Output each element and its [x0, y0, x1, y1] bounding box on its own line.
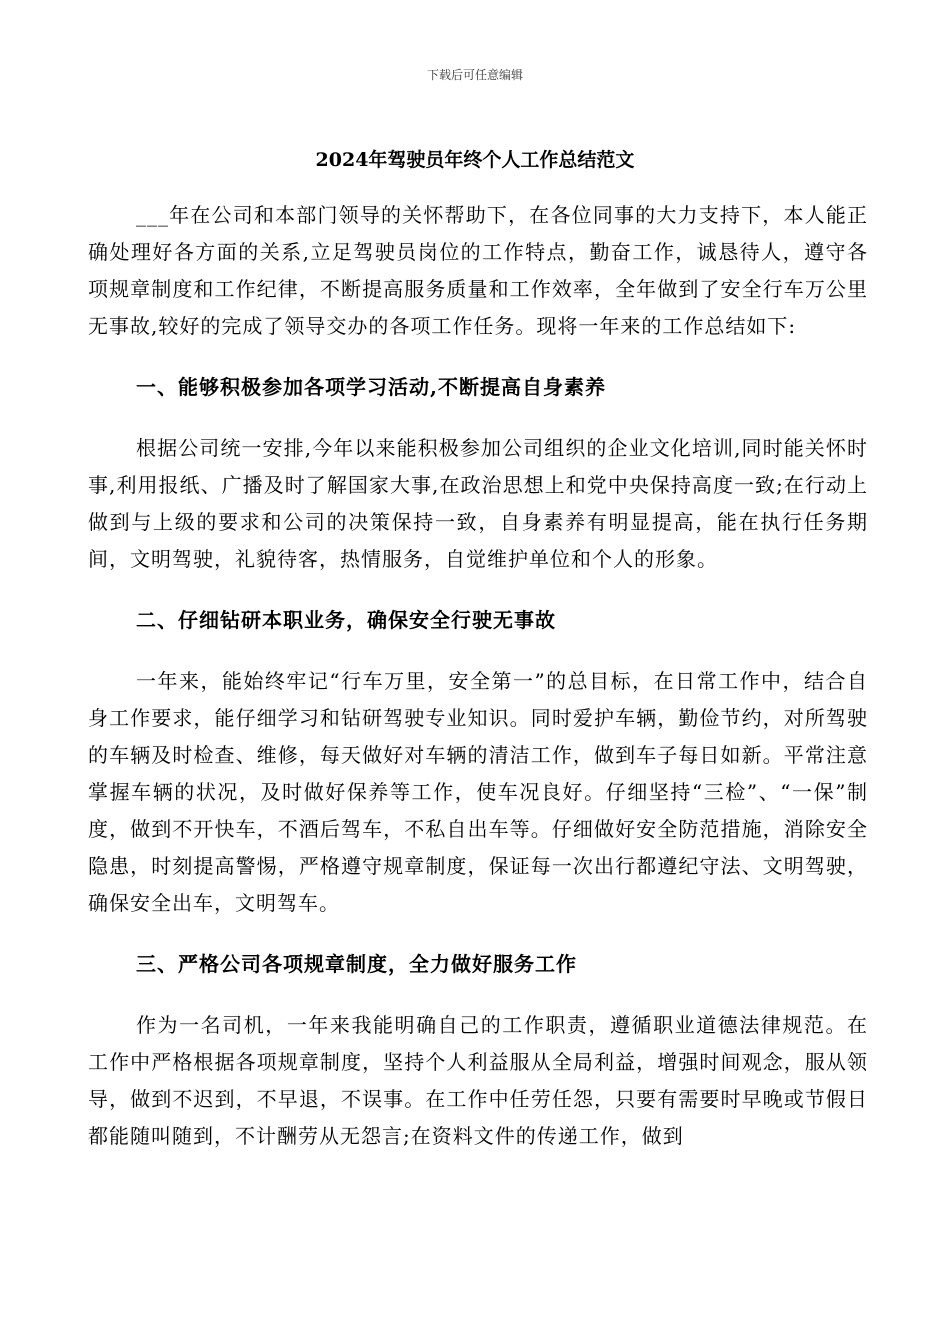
section-paragraph-2: 一年来，能始终牢记“行车万里，安全第一”的总目标，在日常工作中，结合自身工作要求，能仔细学习和钻研驾驶专业知识。同时爱护车辆，勤俭节约，对所驾驶的车辆及时检查、维修，每天做好对车辆的清洁工作，做到车子每日如新。平常注意掌握车辆的状况，及时做好保养等工作，使车况良好。仔细坚持“三检”、“一保”制度，做到不开快车，不酒后驾车，不私自出车等。仔细做好安全防范措施，消除安全隐患，时刻提高警惕，严格遵守规章制度，保证每一次出行都遵纪守法、文明驾驶，确保安全出车，文明驾车。 [88, 669, 868, 915]
section-heading-2: 二、仔细钻研本职业务，确保安全行驶无事故 [136, 608, 556, 632]
document-body [88, 197, 868, 1179]
section-paragraph-3: 作为一名司机，一年来我能明确自己的工作职责，遵循职业道德法律规范。在工作中严格根据各项规章制度，坚持个人利益服从全局利益，增强时间观念，服从领导，做到不迟到，不早退，不误事。在工作中任劳任怨，只要有需要时早晚或节假日都能随叫随到，不计酬劳从无怨言;在资料文件的传递工作，做到 [88, 1013, 868, 1148]
document-title: 2024年驾驶员年终个人工作总结范文 [315, 149, 635, 171]
section-heading-1: 一、能够积极参加各项学习活动,不断提高自身素养 [136, 375, 606, 399]
section-heading-3: 三、严格公司各项规章制度，全力做好服务工作 [136, 952, 577, 976]
intro-paragraph: ___年在公司和本部门领导的关怀帮助下，在各位同事的大力支持下，本人能正确处理好各方面的关系,立足驾驶员岗位的工作特点，勤奋工作，诚恳待人，遵守各项规章制度和工作纪律，不断提高服务质量和工作效率，全年做到了安全行车万公里无事故,较好的完成了领导交办的各项工作任务。现将一年来的工作总结如下: [88, 203, 868, 338]
page-header-note: 下载后可任意编辑 [426, 68, 523, 82]
section-paragraph-1: 根据公司统一安排,今年以来能积极参加公司组织的企业文化培训,同时能关怀时事,利用报纸、广播及时了解国家大事,在政治思想上和党中央保持高度一致;在行动上做到与上级的要求和公司的决策保持一致，自身素养有明显提高，能在执行任务期间，文明驾驶，礼貌待客，热情服务，自觉维护单位和个人的形象。 [88, 436, 868, 571]
